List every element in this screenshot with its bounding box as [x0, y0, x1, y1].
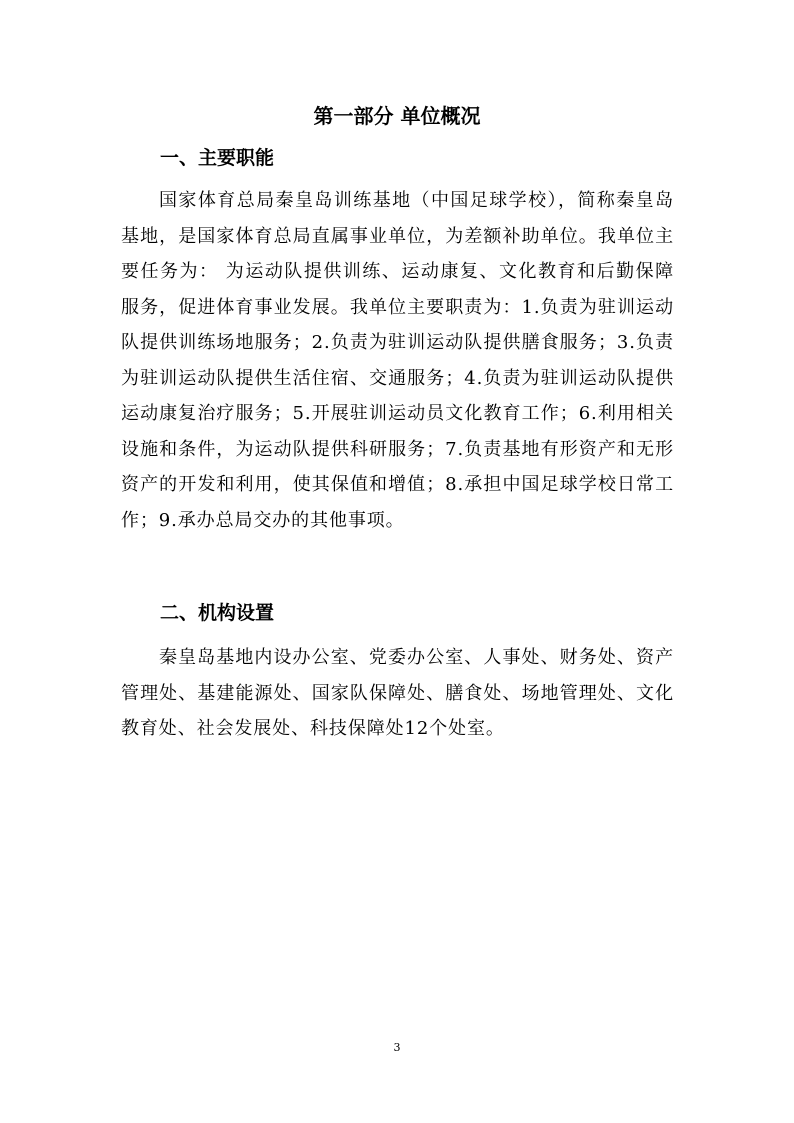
main-functions-paragraph: 国家体育总局秦皇岛训练基地（中国足球学校），简称秦皇岛基地，是国家体育总局直属事业单位，为差额补助单位。我单位主要任务为： 为运动队提供训练、运动康复、文化教育和后勤保障服务，促进体育事业发展。我单位主要职责为：1.负责为驻训运动队提供训练场地服务；2.负责为驻训运动队提供膳食服务；3.负责为驻训运动队提供生活住宿、交通服务；4.负责为驻训运动队提供运动康复治疗服务；5.开展驻训运动员文化教育工作；6.利用相关设施和条件，为运动队提供科研服务；7.负责基地有形资产和无形资产的开发和利用，使其保值和增值；8.承担中国足球学校日常工作；9.承办总局交办的其他事项。 [121, 190, 674, 531]
section-heading-organization: 二、机构设置 [160, 602, 275, 624]
section-heading-main-functions: 一、主要职能 [160, 147, 275, 169]
page-number: 3 [393, 1041, 401, 1054]
organization-paragraph: 秦皇岛基地内设办公室、党委办公室、人事处、财务处、资产管理处、基建能源处、国家队保障处、膳食处、场地管理处、文化教育处、社会发展处、科技保障处12个处室。 [121, 647, 674, 739]
page-title: 第一部分 单位概况 [313, 104, 481, 128]
